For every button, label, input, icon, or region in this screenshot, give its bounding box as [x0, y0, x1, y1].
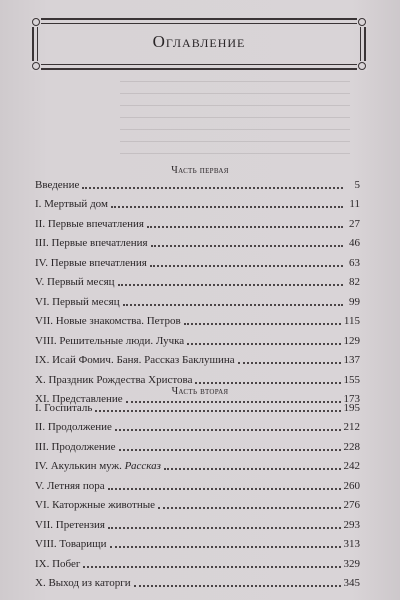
toc-entry-title-text: VIII. Решительные люди. Лучка [35, 334, 185, 347]
dot-leader [147, 217, 343, 228]
dot-leader [82, 178, 343, 189]
toc-entry [35, 512, 360, 532]
toc-entry-page-number: 5 [354, 178, 360, 191]
dot-leader [123, 295, 343, 306]
toc-entry-title [35, 538, 110, 551]
toc-entry [35, 454, 360, 474]
toc-entry-title [35, 460, 164, 473]
toc-entry [35, 328, 360, 348]
toc-entry [35, 231, 360, 251]
toc-entry [35, 571, 360, 591]
toc-entry [35, 551, 360, 571]
toc-entry-page-number: 155 [343, 373, 360, 386]
toc-entry [35, 270, 360, 290]
dot-leader [164, 459, 341, 470]
toc-entry-title-text: II. Первые впечатления [35, 217, 144, 230]
toc-entry-page-number: 212 [343, 421, 360, 433]
dot-leader [119, 440, 341, 451]
toc-entry-title-text: X. Выход из каторги [35, 577, 131, 589]
toc-entry [35, 473, 360, 493]
dot-leader [95, 401, 340, 412]
part-two-title: Часть вторая [171, 386, 229, 397]
toc-entry [35, 415, 360, 435]
toc-entry-title-text: V. Летняя пора [35, 479, 105, 492]
toc-entry-title-text: VI. Каторжные животные [35, 499, 155, 511]
toc-entry-page-number: 115 [343, 315, 360, 327]
corner-ornament [31, 17, 41, 27]
dot-leader [238, 353, 341, 364]
toc-entry-page-number: 228 [343, 440, 360, 453]
dot-leader [134, 576, 341, 587]
toc-entry [35, 309, 360, 329]
toc-entry-title-text: IV. Первые впечатления [35, 256, 147, 269]
toc-entry-title-italic: Рассказ [124, 460, 161, 472]
dot-leader [187, 334, 340, 345]
toc-entry-title-text: I. Госпиталь [35, 401, 93, 414]
toc-entry-title [35, 198, 111, 211]
heading-frame [32, 18, 366, 70]
dot-leader [195, 373, 340, 384]
toc-entry-title-text: VIII. Товарищи [35, 538, 107, 550]
toc-entry-title-text: X. Праздник Рождества Христова [35, 373, 193, 386]
toc-entry-page-number: 329 [343, 557, 360, 570]
show-through-text [120, 62, 350, 157]
toc-entry-title-text: XI. Представление [35, 393, 123, 405]
toc-part-two [35, 395, 360, 590]
toc-entry-title [35, 374, 195, 387]
toc-entry-title [35, 179, 82, 192]
dot-leader [151, 236, 343, 247]
toc-entry-title [35, 577, 134, 590]
corner-ornament [31, 61, 41, 71]
dot-leader [184, 314, 341, 325]
dot-leader [158, 498, 341, 509]
toc-entry [35, 367, 360, 387]
dot-leader [83, 557, 340, 568]
dot-leader [108, 518, 341, 529]
toc-entry-page-number: 11 [349, 198, 360, 210]
toc-entry [35, 289, 360, 309]
toc-entry-page-number: 137 [343, 354, 360, 366]
toc-entry-title [35, 558, 83, 571]
toc-entry [35, 348, 360, 368]
part-one-title: Часть первая [171, 165, 229, 176]
toc-entry-page-number: 82 [349, 276, 360, 288]
toc-entry-title-text: V. Первый месяц [35, 276, 115, 288]
toc-entry-title [35, 480, 108, 493]
toc-entry-title [35, 402, 95, 415]
dot-leader [111, 197, 343, 208]
corner-ornament [357, 61, 367, 71]
toc-entry-page-number: 173 [343, 393, 360, 405]
toc-entry-title-text: I. Мертвый дом [35, 198, 108, 210]
toc-entry-page-number: 129 [343, 334, 360, 347]
toc-entry [35, 395, 360, 415]
toc-entry-title [35, 335, 187, 348]
dot-leader [115, 420, 341, 431]
page-title: Оглавление [152, 32, 246, 51]
toc-entry-title-text: III. Продолжение [35, 440, 116, 453]
toc-entry-title [35, 421, 115, 434]
toc-entry [35, 434, 360, 454]
toc-entry [35, 250, 360, 270]
toc-entry-title-text: VI. Первый месяц [35, 295, 120, 308]
toc-entry-title-text: IX. Побег [35, 557, 81, 570]
toc-entry-page-number: 63 [349, 256, 360, 269]
toc-entry-title [35, 276, 118, 289]
toc-entry-title [35, 237, 151, 250]
toc-entry [35, 493, 360, 513]
toc-entry-page-number: 276 [343, 499, 360, 511]
toc-entry-title-text: IX. Исай Фомич. Баня. Рассказ Баклушина [35, 354, 235, 366]
toc-entry-title-text: II. Продолжение [35, 421, 112, 433]
toc-entry [35, 192, 360, 212]
toc-entry-title-text: VII. Новые знакомства. Петров [35, 315, 181, 327]
dot-leader [150, 256, 343, 267]
toc-entry-page-number: 260 [343, 479, 360, 492]
toc-entry-page-number: 313 [343, 538, 360, 550]
toc-entry [35, 211, 360, 231]
toc-entry-title [35, 354, 238, 367]
toc-entry-title [35, 315, 184, 328]
toc-entry-title [35, 499, 158, 512]
toc-entry-page-number: 46 [349, 237, 360, 249]
toc-entry-title [35, 441, 119, 454]
toc-entry-title [35, 519, 108, 532]
toc-entry [35, 172, 360, 192]
toc-entry-title [35, 257, 150, 270]
toc-entry-title-text: IV. Акулькин муж. [35, 460, 125, 472]
toc-entry [35, 532, 360, 552]
toc-entry-page-number: 99 [349, 295, 360, 308]
toc-entry-title-text: VII. Претензия [35, 518, 105, 531]
toc-entry-page-number: 242 [343, 460, 360, 472]
toc-entry-title-text: Введение [35, 178, 80, 191]
toc-entry-page-number: 293 [343, 518, 360, 531]
corner-ornament [357, 17, 367, 27]
dot-leader [108, 479, 341, 490]
toc-entry-title-text: III. Первые впечатления [35, 237, 148, 249]
dot-leader [118, 275, 343, 286]
dot-leader [110, 537, 341, 548]
toc-part-one [35, 172, 360, 406]
toc-entry-page-number: 27 [349, 217, 360, 230]
toc-entry-page-number: 345 [343, 577, 360, 589]
toc-entry-page-number: 195 [343, 401, 360, 414]
toc-entry-title [35, 296, 123, 309]
toc-entry-title [35, 218, 147, 231]
